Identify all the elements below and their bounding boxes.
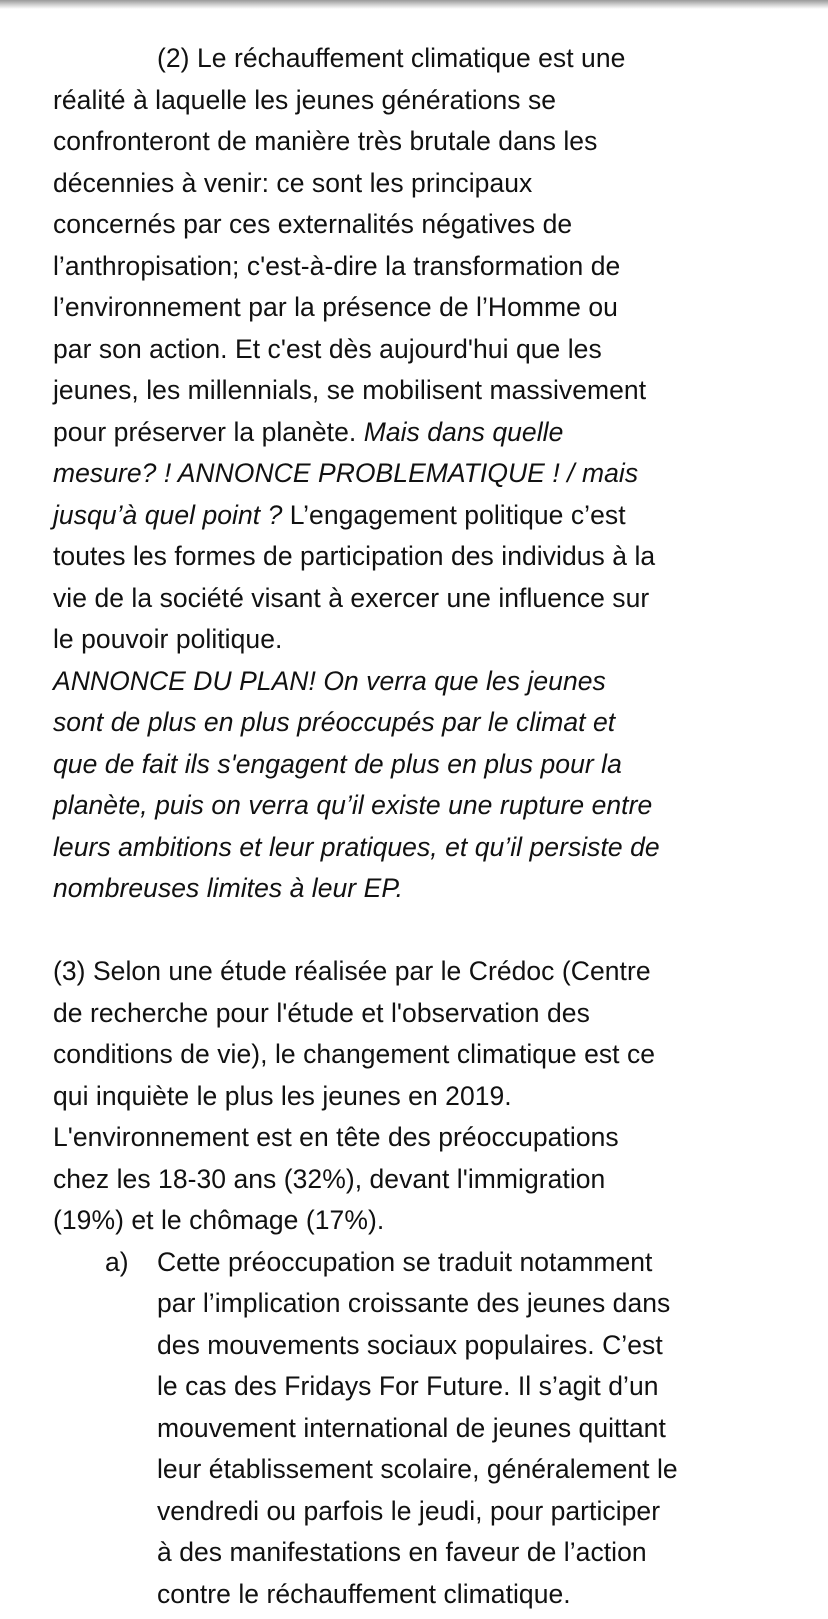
plan-text-line: leurs ambitions et leur pratiques, et qu’il persiste de: [53, 831, 660, 862]
list-text-line: leur établissement scolaire, généralement le: [157, 1454, 678, 1484]
text-line: L'environnement est en tête des préoccupations: [53, 1122, 619, 1152]
list-text-line: par l’implication croissante des jeunes dans: [157, 1288, 671, 1318]
plan-text-line: que de fait ils s'engagent de plus en plus pour la: [53, 748, 622, 779]
text-line: réalité à laquelle les jeunes générations se: [53, 84, 557, 115]
text-segment: pour préserver la planète.: [53, 416, 364, 447]
list-item-a: [105, 1242, 813, 1616]
list-text-line: Cette préoccupation se traduit notamment: [157, 1246, 653, 1277]
text-line: l’environnement par la présence de l’Homme ou: [53, 292, 618, 322]
problematique-text: jusqu’à quel point ?: [53, 499, 290, 530]
list-text-line: mouvement international de jeunes quittant: [157, 1412, 666, 1443]
problematique-text: Mais dans quelle: [363, 416, 564, 447]
text-line: [53, 412, 813, 454]
top-shadow-bar: [0, 0, 828, 9]
text-line: qui inquiète le plus les jeunes en 2019.: [53, 1080, 512, 1111]
text-segment: L’engagement politique c’est: [289, 499, 626, 530]
text-line: le pouvoir politique.: [53, 624, 283, 654]
text-line: (2) Le réchauffement climatique est une: [157, 43, 626, 73]
paragraph-2: [53, 38, 813, 910]
list-text-line: vendredi ou parfois le jeudi, pour participer: [157, 1495, 661, 1526]
text-line: [53, 495, 813, 537]
text-line: par son action. Et c'est dès aujourd'hui que les: [53, 333, 602, 364]
text-line: jeunes, les millennials, se mobilisent massivement: [53, 375, 647, 405]
text-line: chez les 18-30 ans (32%), devant l'immigration: [53, 1163, 606, 1194]
text-line: décennies à venir: ce sont les principaux: [53, 167, 533, 198]
plan-text-line: planète, puis on verra qu’il existe une rupture entre: [53, 790, 653, 820]
list-text-line: des mouvements sociaux populaires. C’est: [157, 1329, 663, 1360]
text-line: l’anthropisation; c'est-à-dire la transformation de: [53, 250, 621, 281]
text-line: de recherche pour l'étude et l'observation des: [53, 997, 590, 1028]
text-line: (19%) et le chômage (17%).: [53, 1205, 385, 1235]
text-line: (3) Selon une étude réalisée par le Crédoc (Centre: [53, 956, 651, 986]
list-marker: a): [105, 1246, 129, 1277]
plan-text-line: sont de plus en plus préoccupés par le climat et: [53, 707, 616, 737]
problematique-annotation: mesure? ! ANNONCE PROBLEMATIQUE ! / mais: [53, 458, 639, 488]
text-line: concernés par ces externalités négatives de: [53, 209, 573, 239]
text-line: conditions de vie), le changement climatique est ce: [53, 1039, 656, 1069]
list-text-line: le cas des Fridays For Future. Il s’agit d’un: [157, 1371, 659, 1401]
paragraph-spacer: [53, 910, 813, 952]
plan-text-line: nombreuses limites à leur EP.: [53, 873, 404, 903]
text-line: toutes les formes de participation des individus à la: [53, 541, 656, 571]
list-text-line: contre le réchauffement climatique.: [157, 1578, 571, 1609]
list-text-line: à des manifestations en faveur de l’action: [157, 1537, 647, 1567]
plan-annotation: ANNONCE DU PLAN! On verra que les jeunes: [53, 665, 606, 696]
text-line: vie de la société visant à exercer une influence sur: [53, 582, 650, 613]
paragraph-3: [53, 951, 813, 1615]
text-line: confronteront de manière très brutale dans les: [53, 126, 598, 156]
document-body: [53, 38, 813, 1615]
